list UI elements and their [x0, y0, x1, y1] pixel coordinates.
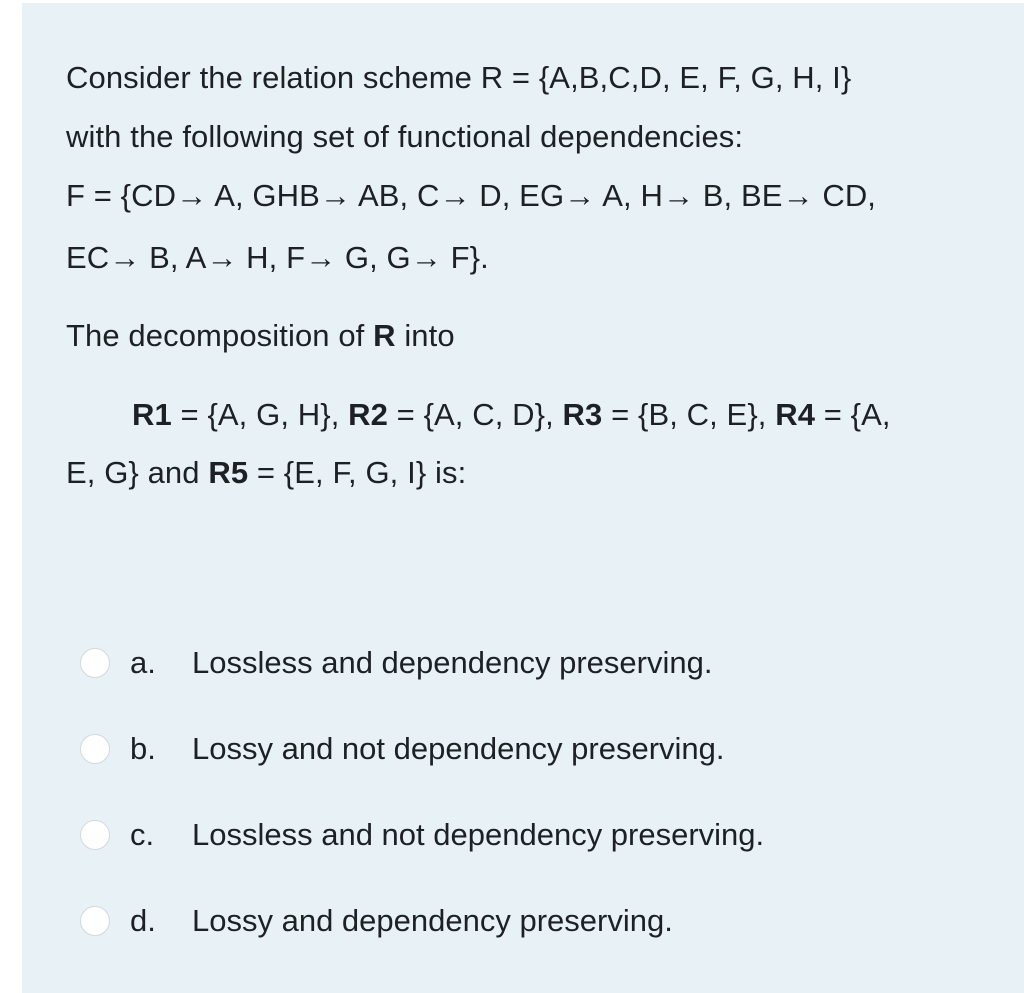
r1-set: = {A, G, H}, [171, 397, 349, 432]
question-line-7 [66, 455, 466, 491]
question-line-1: Consider the relation scheme R = {A,B,C,D, E, F, G, H, I} [66, 60, 852, 95]
option-a-text[interactable]: Lossless and dependency preserving. [192, 645, 713, 680]
radio-c-icon[interactable] [80, 820, 110, 850]
r1-name: R1 [132, 397, 172, 432]
option-d-letter: d. [130, 903, 156, 938]
option-c[interactable] [80, 817, 840, 857]
decomposition-line [132, 397, 891, 433]
question-line-4: EC→ B, A→ H, F→ G, G→ F}. [66, 240, 489, 275]
relation-r: R [373, 318, 396, 353]
option-c-text[interactable]: Lossless and not dependency preserving. [192, 817, 765, 852]
r4-set: = {A, [815, 397, 891, 432]
option-d[interactable] [80, 903, 840, 943]
option-b-letter: b. [130, 731, 156, 766]
option-a-letter: a. [130, 645, 156, 680]
option-b[interactable] [80, 731, 840, 771]
line5-post: into [395, 318, 455, 353]
radio-a-icon[interactable] [80, 648, 110, 678]
question-panel [22, 3, 1024, 993]
line5-pre: The decomposition of [66, 318, 374, 353]
r2-set: = {A, C, D}, [387, 397, 563, 432]
question-line-2: with the following set of functional dependencies: [66, 119, 744, 154]
line7-post: = {E, F, G, I} is: [248, 455, 467, 490]
r3-set: = {B, C, E}, [602, 397, 776, 432]
radio-b-icon[interactable] [80, 734, 110, 764]
option-d-text[interactable]: Lossy and dependency preserving. [192, 903, 673, 938]
option-c-letter: c. [130, 817, 155, 852]
question-line-3: F = {CD→ A, GHB→ AB, C→ D, EG→ A, H→ B, BE→ CD, [66, 178, 877, 213]
r2-name: R2 [348, 397, 388, 432]
line7-pre: E, G} and [66, 455, 209, 490]
r4-name: R4 [775, 397, 816, 432]
r5-name: R5 [208, 455, 249, 490]
option-a[interactable] [80, 645, 840, 685]
radio-d-icon[interactable] [80, 906, 110, 936]
option-b-text[interactable]: Lossy and not dependency preserving. [192, 731, 725, 766]
question-line-5 [66, 318, 455, 354]
r3-name: R3 [562, 397, 603, 432]
